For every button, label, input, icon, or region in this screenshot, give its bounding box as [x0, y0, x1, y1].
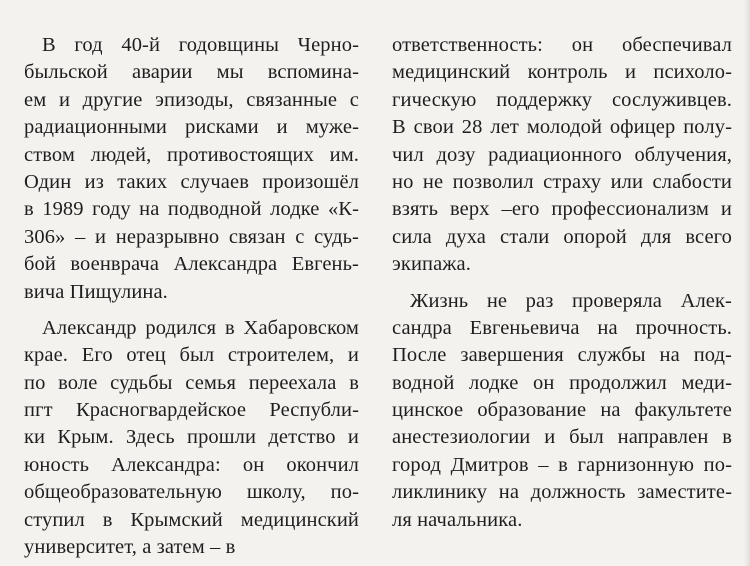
text-line: бой военврача Александра Евгень- [24, 253, 359, 276]
text-line: чил дозу радиационного облучения, [392, 143, 732, 166]
text-line: сила духа стали опорой для всего [392, 225, 732, 248]
paragraph [392, 288, 732, 535]
text-line: общеобразовательную школу, по- [24, 481, 359, 504]
text-line: радиационными рисками и муже- [24, 116, 359, 139]
left-column [24, 32, 359, 561]
text-line: После завершения службы на под- [392, 344, 732, 367]
text-line: В свои 28 лет молодой офицер полу- [392, 116, 732, 139]
text-line: в 1989 году на подводной лодке «К- [24, 198, 359, 221]
paragraph [24, 315, 359, 562]
text-line: взять верх –его профессионализм и [392, 198, 732, 221]
text-line: ем и другие эпизоды, связанные с [24, 88, 359, 111]
text-line: пгт Красногвардейское Республи- [24, 399, 359, 422]
text-line: анестезиологии и был направлен в [392, 426, 732, 449]
text-line: 306» – и неразрывно связан с судь- [24, 225, 359, 248]
text-line: цинское образование на факультете [392, 399, 732, 422]
text-line: университет, а затем – в [24, 536, 236, 559]
text-line: ответственность: он обеспечивал [392, 34, 732, 56]
paragraph [24, 32, 359, 306]
text-line: В год 40-й годовщины Черно- [42, 34, 359, 56]
text-line: ступил в Крымский медицинский [24, 508, 359, 531]
text-line: быльской аварии мы вспомина- [24, 61, 359, 84]
text-line: ликлинику на должность заместите- [392, 481, 732, 504]
text-line: вича Пищулина. [24, 280, 168, 303]
page-edge-shadow [744, 0, 750, 566]
text-line: экипажа. [392, 253, 471, 276]
paragraph [392, 32, 732, 279]
text-line: Александр родился в Хабаровском [42, 316, 359, 339]
text-line: сандра Евгеньевича на прочность. [392, 316, 732, 339]
text-line: по воле судьбы семья переехала в [24, 371, 359, 394]
text-line: гическую поддержку сослуживцев. [392, 88, 732, 111]
right-column [392, 32, 732, 534]
text-line: медицинский контроль и психоло- [392, 61, 732, 84]
text-line: Жизнь не раз проверяла Алек- [410, 289, 732, 312]
text-line: ля начальника. [392, 508, 523, 531]
text-line: ки Крым. Здесь прошли детство и [24, 426, 359, 449]
text-line: ством людей, противостоящих им. [24, 143, 359, 166]
text-line: юность Александра: он окончил [24, 453, 359, 476]
text-line: крае. Его отец был строителем, и [24, 344, 359, 367]
text-line: город Дмитров – в гарнизонную по- [392, 453, 732, 476]
text-line: но не позволил страху или слабости [392, 170, 732, 193]
text-line: Один из таких случаев произошёл [24, 170, 359, 193]
text-line: водной лодке он продолжил меди- [392, 371, 732, 394]
